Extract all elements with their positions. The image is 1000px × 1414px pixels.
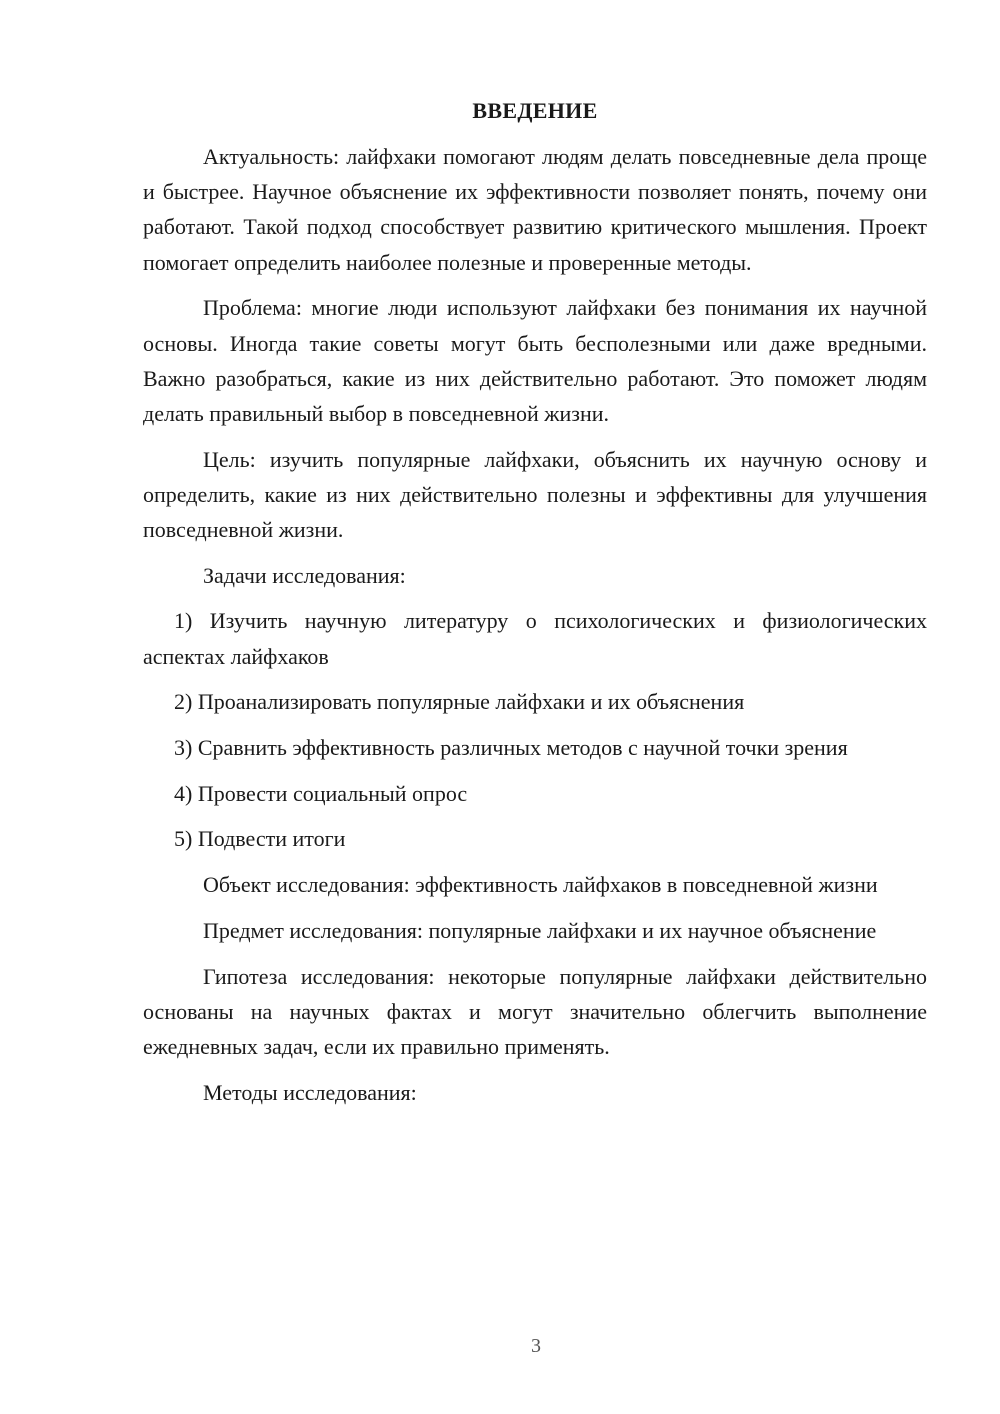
paragraph-hypothesis: Гипотеза исследования: некоторые популярные лайфхаки действительно основаны на научных фактах и могут значительно облегчить выполнение ежедневных задач, если их правильно применять. bbox=[143, 963, 927, 1059]
page-content bbox=[143, 96, 927, 1120]
paragraph-actuality: Актуальность: лайфхаки помогают людям делать повседневные дела проще и быстрее. Научное объяснение их эффективности позволяет понять, почему они работают. Такой подход способствует развитию критического мышления. Проект помогает определить наиболее полезные и проверенные методы. bbox=[143, 144, 927, 275]
task-item: 2) Проанализировать популярные лайфхаки и их объяснения bbox=[174, 689, 745, 715]
paragraph-subject: Предмет исследования: популярные лайфхаки и их научное объяснение bbox=[203, 917, 877, 943]
task-item: 4) Провести социальный опрос bbox=[174, 780, 468, 806]
task-item: 5) Подвести итоги bbox=[174, 826, 346, 852]
paragraph-problem: Проблема: многие люди используют лайфхаки без понимания их научной основы. Иногда такие советы могут быть бесполезными или даже вредными. Важно разобраться, какие из них действительно работают. Это поможет людям делать правильный выбор в повседневной жизни. bbox=[143, 295, 927, 426]
page-number: 3 bbox=[531, 1335, 541, 1357]
tasks-heading: Задачи исследования: bbox=[203, 562, 406, 588]
paragraph-goal: Цель: изучить популярные лайфхаки, объяснить их научную основу и определить, какие из них действительно полезны и эффективны для улучшения повседневной жизни. bbox=[143, 446, 927, 543]
task-item: 3) Сравнить эффективность различных методов с научной точки зрения bbox=[174, 735, 848, 761]
tasks-list bbox=[143, 603, 927, 856]
paragraph-object: Объект исследования: эффективность лайфхаков в повседневной жизни bbox=[203, 872, 878, 898]
task-item: 1) Изучить научную литературу о психологических и физиологических аспектах лайфхаков bbox=[143, 608, 927, 669]
section-title: ВВЕДЕНИЕ bbox=[472, 98, 598, 123]
methods-heading: Методы исследования: bbox=[203, 1079, 417, 1105]
